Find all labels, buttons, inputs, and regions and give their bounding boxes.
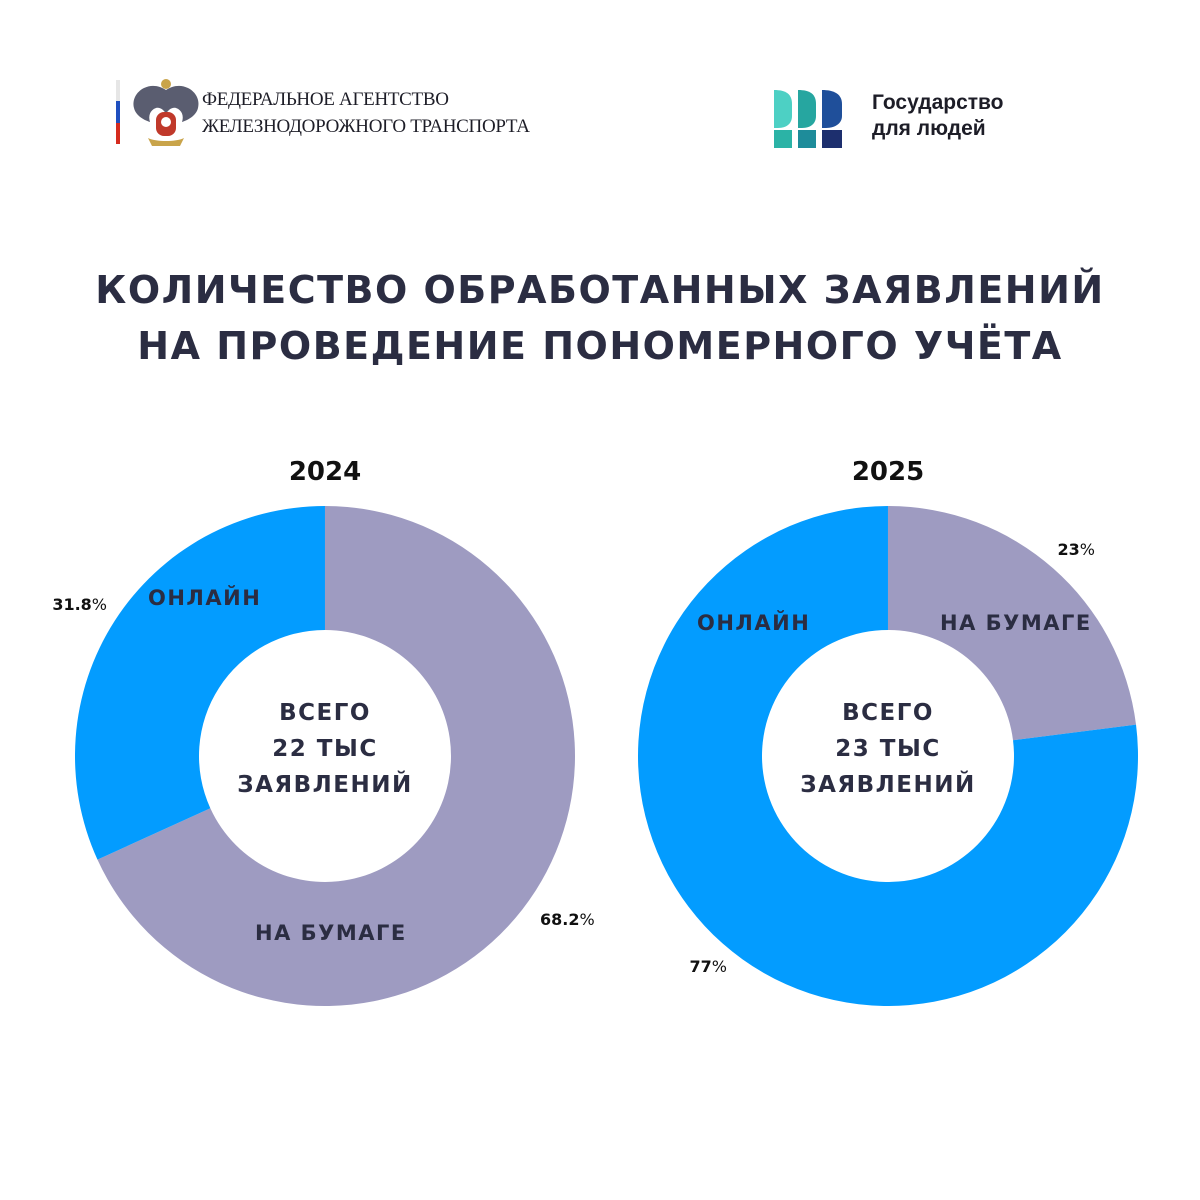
slice-label: НА БУМАГЕ	[255, 921, 407, 945]
donut-slice-online	[75, 506, 325, 860]
flag-icon	[116, 80, 120, 144]
slice-value-label: 68.2%	[540, 910, 595, 929]
page-title-line-1: КОЛИЧЕСТВО ОБРАБОТАННЫХ ЗАЯВЛЕНИЙ	[95, 268, 1105, 312]
gov-name-line-1: Государство	[872, 91, 1004, 114]
chart-title: 2025	[851, 457, 925, 487]
slice-label: ОНЛАЙН	[697, 611, 811, 635]
donut-center-text: ЗАЯВЛЕНИЙ	[800, 772, 976, 798]
agency-logo	[116, 76, 556, 146]
donut-chart-2025	[638, 457, 1138, 1006]
gov-name-line-2: для людей	[872, 117, 986, 140]
page-title-line-2: НА ПРОВЕДЕНИЕ ПОНОМЕРНОГО УЧЁТА	[137, 324, 1063, 368]
header	[0, 0, 1200, 200]
gov-for-people-icon	[770, 84, 850, 156]
donut-center-text: ВСЕГО	[279, 700, 371, 726]
donut-center-text: ВСЕГО	[842, 700, 934, 726]
donut-center-text: 23 ТЫС	[835, 736, 941, 762]
page-title	[60, 262, 1140, 374]
chart-title: 2024	[288, 457, 362, 487]
agency-name-line-2: ЖЕЛЕЗНОДОРОЖНОГО ТРАНСПОРТА	[202, 116, 530, 137]
slice-label: НА БУМАГЕ	[940, 611, 1092, 635]
charts-area	[0, 420, 1200, 1060]
agency-name	[202, 86, 562, 140]
agency-name-line-1: ФЕДЕРАЛЬНОЕ АГЕНТСТВО	[202, 89, 449, 110]
gov-for-people-logo	[770, 84, 1070, 156]
donut-center-text: 22 ТЫС	[272, 736, 378, 762]
double-headed-eagle-icon	[126, 76, 206, 148]
slice-value-label: 77%	[689, 957, 727, 976]
slice-label: ОНЛАЙН	[148, 586, 262, 610]
slice-value-label: 31.8%	[52, 595, 107, 614]
slice-value-label: 23%	[1057, 540, 1095, 559]
donut-chart-2024	[52, 457, 594, 1006]
donut-center-text: ЗАЯВЛЕНИЙ	[237, 772, 413, 798]
gov-for-people-name	[872, 90, 1072, 142]
